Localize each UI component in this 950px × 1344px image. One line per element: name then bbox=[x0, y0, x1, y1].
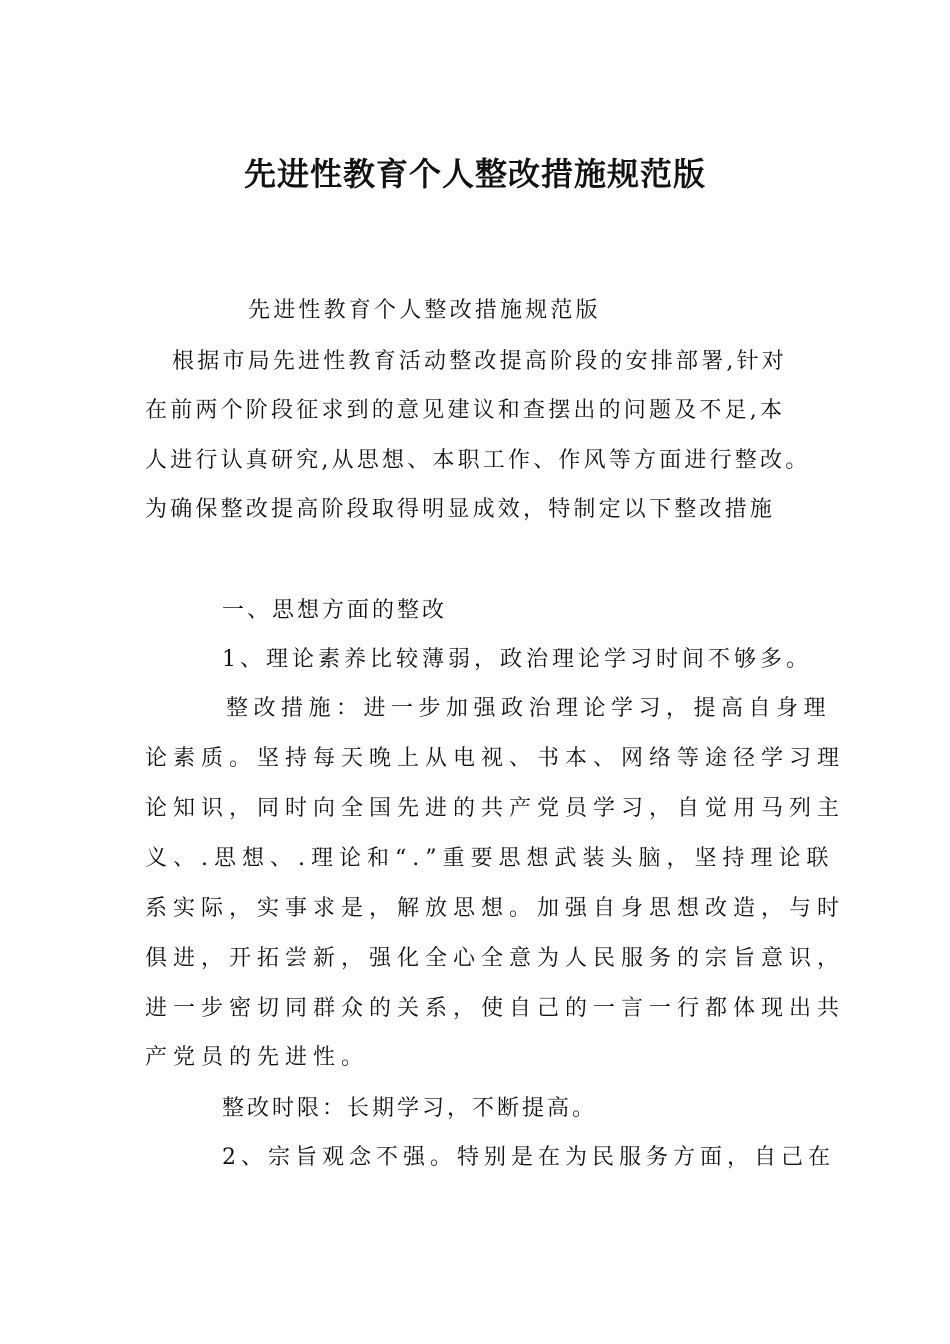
intro-line: 根据市局先进性教育活动整改提高阶段的安排部署,针对 bbox=[172, 349, 787, 374]
measures-line: 系实际，实事求是，解放思想。加强自身思想改造，与时 bbox=[145, 896, 846, 921]
measures-line: 论素质。坚持每天晚上从电视、书本、网络等途径学习理 bbox=[145, 746, 846, 771]
measures-line: 进一步密切同群众的关系，使自己的一言一行都体现出共 bbox=[145, 996, 846, 1021]
list-item: 1、理论素养比较薄弱，政治理论学习时间不够多。 bbox=[222, 647, 812, 672]
measures-line: 论知识，同时向全国先进的共产党员学习，自觉用马列主 bbox=[145, 796, 846, 821]
time-limit: 整改时限：长期学习，不断提高。 bbox=[222, 1096, 598, 1121]
list-item: 2、宗旨观念不强。特别是在为民服务方面，自己在 bbox=[222, 1145, 835, 1170]
intro-line: 人进行认真研究,从思想、本职工作、作风等方面进行整改。 bbox=[145, 448, 811, 473]
measures-line: 义、.思想、.理论和“.”重要思想武装头脑，坚持理论联 bbox=[145, 846, 835, 871]
measures-line: 俱进，开拓尝新，强化全心全意为人民服务的宗旨意识， bbox=[145, 946, 846, 971]
intro-line: 在前两个阶段征求到的意见建议和查摆出的问题及不足,本 bbox=[145, 398, 786, 423]
subtitle: 先进性教育个人整改措施规范版 bbox=[248, 298, 601, 323]
document-title: 先进性教育个人整改措施规范版 bbox=[243, 155, 706, 193]
section-heading: 一、思想方面的整改 bbox=[222, 598, 448, 623]
intro-line: 为确保整改提高阶段取得明显成效，特制定以下整改措施 bbox=[145, 497, 776, 522]
measures-line: 产党员的先进性。 bbox=[145, 1045, 370, 1070]
measures-line: 整改措施：进一步加强政治理论学习，提高自身理 bbox=[226, 696, 832, 721]
